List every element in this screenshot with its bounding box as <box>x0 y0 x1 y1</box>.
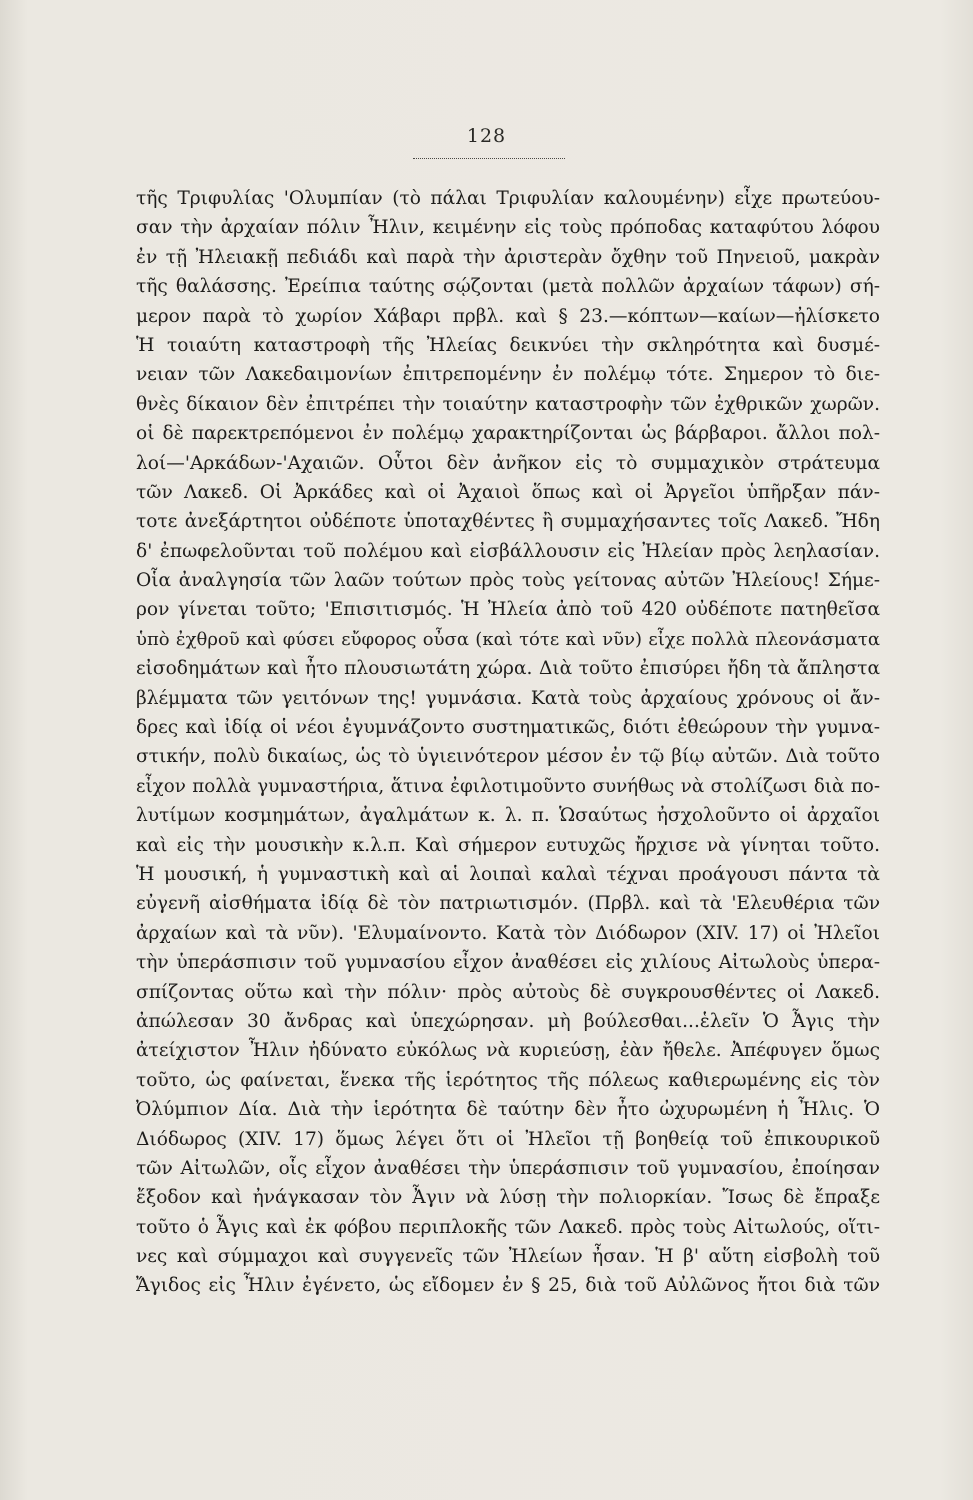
text-line: τῆς Τριφυλίας 'Ολυμπίαν (τὸ πάλαι Τριφυλίαν καλουμένην) εἶχε πρωτεύου- <box>136 188 880 209</box>
text-line: τῶν Λακεδ. Οἱ Ἀρκάδες καὶ οἱ Ἀχαιοὶ ὅπως καὶ οἱ Ἀργεῖοι ὑπῆρξαν πάν- <box>136 481 880 503</box>
text-line: λυτίμων κοσμημάτων, ἀγαλμάτων κ. λ. π. Ὡσαύτως ἠσχολοῦντο οἱ ἀρχαῖοι <box>136 805 880 827</box>
text-line: τῆς θαλάσσης. Ἐρείπια ταύτης σῴζονται (μετὰ πολλῶν ἀρχαίων τάφων) σή- <box>136 276 880 298</box>
text-line: νες καὶ σύμμαχοι καὶ συγγενεῖς τῶν Ἠλείων ἦσαν. Ἡ β' αὕτη εἰσβολὴ τοῦ <box>136 1246 880 1268</box>
text-line: ἔξοδον καὶ ἠνάγκασαν τὸν Ἆγιν νὰ λύσῃ τὴν πολιορκίαν. Ἴσως δὲ ἔπραξε <box>136 1187 880 1209</box>
text-line: λοί—'Αρκάδων-'Αχαιῶν. Οὗτοι δὲν ἀνῆκον εἰς τὸ συμμαχικὸν στράτευμα <box>136 452 880 474</box>
text-line: σαν τὴν ἀρχαίαν πόλιν Ἦλιν, κειμένην εἰς τοὺς πρόποδας καταφύτου λόφου <box>136 217 880 239</box>
text-line: Ὀλύμπιον Δία. Διὰ τὴν ἱερότητα δὲ ταύτην δὲν ἦτο ὠχυρωμένη ἡ Ἦλις. Ὁ <box>136 1099 880 1121</box>
page-number: 128 <box>466 125 507 147</box>
text-line: Οἷα ἀναλγησία τῶν λαῶν τούτων πρὸς τοὺς γείτονας αὐτῶν Ἠλείους! Σήμε- <box>136 570 880 592</box>
text-line: οἱ δὲ παρεκτρεπόμενοι ἐν πολέμῳ χαρακτηρίζονται ὡς βάρβαροι. ἄλλοι πολ- <box>136 423 880 445</box>
text-line: τῶν Αἰτωλῶν, οἷς εἶχον ἀναθέσει τὴν ὑπεράσπισιν τοῦ γυμνασίου, ἐποίησαν <box>136 1157 880 1179</box>
body-text <box>136 184 880 1301</box>
text-line: Ἄγιδος εἰς Ἦλιν ἐγένετο, ὡς εἴδομεν ἐν § 25, διὰ τοῦ Αὐλῶνος ἤτοι διὰ τῶν <box>136 1275 880 1297</box>
text-line: στικήν, πολὺ δικαίως, ὡς τὸ ὑγιεινότερον μέσον ἐν τῷ βίῳ αὐτῶν. Διὰ τοῦτο <box>136 746 880 768</box>
text-line: τοῦτο, ὡς φαίνεται, ἕνεκα τῆς ἱερότητος τῆς πόλεως καθιερωμένης εἰς τὸν <box>136 1069 880 1091</box>
text-line: ἀτείχιστον Ἦλιν ἠδύνατο εὐκόλως νὰ κυριεύσῃ, ἐὰν ἤθελε. Ἀπέφυγεν ὅμως <box>136 1040 880 1062</box>
text-line: τοῦτο ὁ Ἆγις καὶ ἐκ φόβου περιπλοκῆς τῶν Λακεδ. πρὸς τοὺς Αἰτωλούς, οἵτι- <box>136 1216 880 1238</box>
text-line: εἶχον πολλὰ γυμναστήρια, ἅτινα ἐφιλοτιμοῦντο συνήθως νὰ στολίζωσι διὰ πο- <box>136 775 880 797</box>
text-line: σπίζοντας οὕτω καὶ τὴν πόλιν· πρὸς αὐτοὺς δὲ συγκρουσθέντες οἱ Λακεδ. <box>136 981 880 1003</box>
text-line: Ἡ μουσική, ἡ γυμναστικὴ καὶ αἱ λοιπαὶ καλαὶ τέχναι προάγουσι πάντα τὰ <box>136 863 880 885</box>
text-line: θνὲς δίκαιον δὲν ἐπιτρέπει τὴν τοιαύτην καταστροφὴν τῶν ἐχθρικῶν χωρῶν. <box>136 393 880 415</box>
text-line: τοτε ἀνεξάρτητοι οὐδέποτε ὑποταχθέντες ἢ συμμαχήσαντες τοῖς Λακεδ. Ἤδη <box>136 511 880 533</box>
text-line: δρες καὶ ἰδίᾳ οἱ νέοι ἐγυμνάζοντο συστηματικῶς, διότι ἐθεώρουν τὴν γυμνα- <box>136 717 880 739</box>
text-line: μερον παρὰ τὸ χωρίον Χάβαρι πρβλ. καὶ § 23.—κόπτων—καίων—ἠλίσκετο <box>136 305 880 327</box>
text-line: εἰσοδημάτων καὶ ἦτο πλουσιωτάτη χώρα. Διὰ τοῦτο ἐπισύρει ἤδη τὰ ἄπληστα <box>136 658 880 680</box>
text-line: Ἡ τοιαύτη καταστροφὴ τῆς Ἠλείας δεικνύει τὴν σκληρότητα καὶ δυσμέ- <box>136 334 880 356</box>
text-line: καὶ εἰς τὴν μουσικὴν κ.λ.π. Καὶ σήμερον ευτυχῶς ἤρχισε νὰ γίνηται τοῦτο. <box>136 834 880 856</box>
text-line: ἐν τῇ Ἠλειακῇ πεδιάδι καὶ παρὰ τὴν ἀριστερὰν ὄχθην τοῦ Πηνειοῦ, μακρὰν <box>136 246 880 268</box>
text-line: τὴν ὑπεράσπισιν τοῦ γυμνασίου εἶχον ἀναθέσει εἰς χιλίους Αἰτωλοὺς ὑπερα- <box>136 952 880 974</box>
text-line: εὐγενῆ αἰσθήματα ἰδίᾳ δὲ τὸν πατριωτισμόν. (Πρβλ. καὶ τὰ 'Ελευθέρια τῶν <box>136 893 880 915</box>
text-line: βλέμματα τῶν γειτόνων της! γυμνάσια. Κατὰ τοὺς ἀρχαίους χρόνους οἱ ἄν- <box>136 687 880 709</box>
text-line: νειαν τῶν Λακεδαιμονίων ἐπιτρεπομένην ἐν πολέμῳ τότε. Σημερον τὸ διε- <box>136 364 880 386</box>
text-line: ὑπὸ ἐχθροῦ καὶ φύσει εὔφορος οὖσα (καὶ τότε καὶ νῦν) εἶχε πολλὰ πλεονάσματα <box>136 628 880 650</box>
text-line: ἀπώλεσαν 30 ἄνδρας καὶ ὑπεχώρησαν. μὴ βούλεσθαι...ἑλεῖν Ὁ Ἆγις τὴν <box>136 1010 880 1032</box>
text-line: ἀρχαίων καὶ τὰ νῦν). 'Ελυμαίνοντο. Κατὰ τὸν Διόδωρον (XIV. 17) οἱ Ἠλεῖοι <box>136 922 880 944</box>
text-line: δ' ἐπωφελοῦνται τοῦ πολέμου καὶ εἰσβάλλουσιν εἰς Ἠλείαν πρὸς λεηλασίαν. <box>136 540 880 562</box>
text-line: Διόδωρος (XIV. 17) ὅμως λέγει ὅτι οἱ Ἠλεῖοι τῇ βοηθείᾳ τοῦ ἐπικουρικοῦ <box>136 1128 880 1150</box>
header-rule <box>413 158 565 159</box>
text-line: ρον γίνεται τοῦτο; 'Επισιτισμός. Ἡ Ἠλεία ἀπὸ τοῦ 420 οὐδέποτε πατηθεῖσα <box>136 599 880 621</box>
